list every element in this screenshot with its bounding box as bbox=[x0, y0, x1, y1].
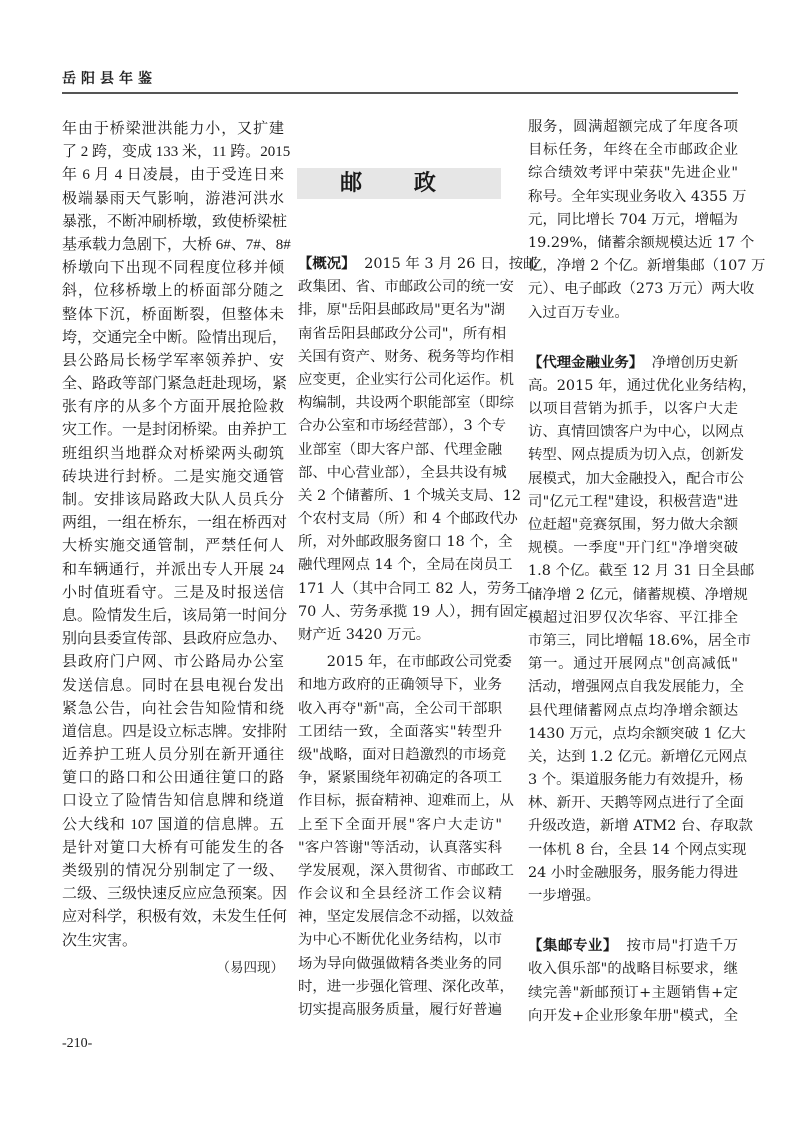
text-line: 县公路局长杨学军率领养护、安 bbox=[62, 352, 284, 369]
text-line: 县代理储蓄网点点均净增余额达 bbox=[528, 702, 738, 719]
text-line: 级"战略，面对日趋激烈的市场竞 bbox=[298, 746, 507, 763]
text-line: 收入俱乐部"的战略目标要求，继 bbox=[528, 961, 738, 978]
text-line: 班组织当地群众对桥梁两头砌筑 bbox=[62, 445, 284, 462]
left-column bbox=[62, 118, 291, 957]
text-line: 切实提高服务质量，履行好普遍 bbox=[298, 1002, 502, 1018]
text-line: 业部室（即大客户部、代理金融 bbox=[298, 441, 502, 458]
text-line: 张有序的从多个方面开展抢险救 bbox=[62, 399, 284, 416]
text-line: 升级改造，新增 ATM2 台、存取款 bbox=[528, 818, 753, 835]
text-line: 一步增强。 bbox=[528, 888, 600, 904]
header-divider bbox=[62, 92, 738, 94]
text-line: 类级别的情况分别制定了一级、 bbox=[62, 863, 284, 879]
text-line: 171 人（其中合同工 82 人，劳务工 bbox=[298, 580, 531, 597]
text-line: 道信息。四是设立标志牌。安排附 bbox=[62, 723, 288, 740]
paragraph bbox=[298, 253, 538, 647]
text-line: 林、新开、天鹅等网点进行了全面 bbox=[528, 795, 744, 812]
text-line: 活动，增强网点自我发展能力，全 bbox=[528, 679, 744, 696]
paragraph bbox=[528, 352, 757, 909]
text-line: 和地方政府的正确领导下，业务 bbox=[298, 677, 502, 694]
text-line: 和车辆通行，并派出专人开展 24 bbox=[62, 561, 284, 578]
text-line: 第一。通过开展网点"创高减低" bbox=[528, 656, 738, 673]
middle-column bbox=[298, 253, 538, 1026]
text-line: 储净增 2 亿元，储蓄规模、净增规 bbox=[528, 586, 748, 603]
text-line: 合办公室和市场经营部），3 个专 bbox=[298, 418, 506, 435]
running-head-title: 岳阳县年鉴 bbox=[62, 71, 157, 87]
text-line: 时，进一步强化管理、深化改革， bbox=[298, 978, 514, 995]
text-line: 桥墩向下出现不同程度位移并倾 bbox=[62, 260, 284, 277]
text-line: 垮，交通完全中断。险情出现后， bbox=[62, 329, 288, 346]
text-line: 关 2 个储蓄所、1 个城关支局、12 bbox=[298, 487, 522, 504]
text-line: 称号。全年实现业务收入 4355 万 bbox=[528, 188, 747, 205]
text-line: 关国有资产、财务、税务等均作相 bbox=[298, 348, 514, 365]
text-line: 展模式，加大金融投入，配合市公 bbox=[528, 470, 744, 487]
text-line: 19.29%，储蓄余额规模达近 17 个 bbox=[528, 234, 755, 251]
text-line: 了 2 跨，变成 133 米，11 跨。2015 bbox=[62, 144, 291, 161]
text-line: 个农村支局（所）和 4 个邮政代办 bbox=[298, 511, 518, 528]
text-line: 一体机 8 台，全县 14 个网点实现 bbox=[528, 841, 747, 858]
text-line: 制。安排该局路政大队人员兵分 bbox=[62, 492, 284, 508]
text-line: 极端暴雨天气影响，游港河洪水 bbox=[62, 190, 284, 207]
text-line: 县政府门户网、市公路局办公室 bbox=[62, 654, 284, 671]
text-line: 服务，圆满超额完成了年度各项 bbox=[528, 119, 738, 135]
text-line: 规模。一季度"开门红"净增突破 bbox=[528, 540, 738, 557]
text-line: 市第三，同比增幅 18.6%，居全市 bbox=[528, 632, 751, 649]
text-line: 高。2015 年，通过优化业务结构， bbox=[528, 377, 757, 394]
page-number: -210- bbox=[62, 1036, 93, 1051]
text-line: 1430 万元，点均余额突破 1 亿大 bbox=[528, 725, 746, 742]
text-line: 两组，一组在桥东，一组在桥西对 bbox=[62, 515, 288, 532]
paragraph-heading: 【集邮专业】 bbox=[528, 938, 618, 955]
paragraph-heading: 【代理金融业务】 bbox=[528, 354, 644, 371]
text-line bbox=[298, 253, 538, 276]
paragraph bbox=[528, 935, 738, 1028]
text-line: 学发展观，深入贯彻省、市邮政工 bbox=[298, 862, 514, 879]
text-line: 亿，净增 2 个亿。新增集邮（107 万 bbox=[528, 258, 766, 275]
text-line: 24 小时金融服务，服务能力得进 bbox=[528, 864, 738, 881]
text-line: 作会议和全县经济工作会议精 bbox=[298, 886, 502, 903]
line-text: 按市局"打造千万 bbox=[626, 938, 738, 955]
line-text: 净增创历史新 bbox=[651, 354, 739, 371]
text-line: 暴涨，不断冲刷桥墩，致使桥梁桩 bbox=[62, 213, 288, 230]
text-line: 70 人、劳务承揽 19 人），拥有固定 bbox=[298, 603, 529, 620]
text-line: 作目标，振奋精神、迎难而上，从 bbox=[298, 793, 514, 810]
text-line: 1.8 个亿。截至 12 月 31 日全县邮 bbox=[528, 563, 755, 580]
text-line: 神，坚定发展信念不动摇，以效益 bbox=[298, 909, 514, 926]
text-line: 年由于桥梁泄洪能力小，又扩建 bbox=[62, 121, 284, 137]
text-line: 砖块进行封桥。二是实施交通管 bbox=[62, 468, 284, 485]
author-attribution: （易四现） bbox=[216, 960, 284, 976]
text-line: 元，同比增长 704 万元，增幅为 bbox=[528, 211, 738, 228]
text-line: 全、路政等部门紧急赶赴现场，紧 bbox=[62, 376, 288, 393]
text-line: 次生灾害。 bbox=[62, 932, 138, 949]
text-line: 口设立了险情告知信息牌和绕道 bbox=[62, 793, 284, 810]
text-line: "客户答谢"等活动，认真落实科 bbox=[298, 839, 502, 856]
text-line: 入过百万专业。 bbox=[528, 304, 629, 321]
text-line: 续完善"新邮预订+主题销售+定 bbox=[528, 984, 738, 1001]
text-line: 别向县委宣传部、县政府应急办、 bbox=[62, 631, 288, 648]
text-line: 融代理网点 14 个，全局在岗员工 bbox=[298, 557, 513, 574]
text-line: 斜，位移桥墩上的桥面部分随之 bbox=[62, 283, 284, 300]
section-title: 邮 政 bbox=[297, 168, 501, 199]
text-line: 年 6 月 4 日凌晨，由于受连日来 bbox=[62, 167, 284, 184]
text-line: 南省岳阳县邮政分公司"，所有相 bbox=[298, 325, 507, 342]
text-line: 紧急公告，向社会告知险情和绕 bbox=[62, 700, 284, 717]
text-line: 财产近 3420 万元。 bbox=[298, 627, 431, 643]
text-line: 近养护工班人员分别在新开通往 bbox=[62, 747, 284, 764]
text-line: 公大线和 107 国道的信息牌。五 bbox=[62, 816, 284, 833]
text-line: 是针对筻口大桥有可能发生的各 bbox=[62, 839, 284, 856]
right-column bbox=[528, 116, 766, 1055]
text-line: 应变更，企业实行公司化运作。机 bbox=[298, 371, 514, 388]
text-line: 争，紧紧围绕年初确定的各项工 bbox=[298, 770, 502, 787]
text-line: 关，达到 1.2 亿元。新增亿元网点 bbox=[528, 748, 748, 765]
text-line: 以项目营销为抓手，以客户大走 bbox=[528, 401, 738, 418]
text-line: 大桥实施交通管制，严禁任何人 bbox=[62, 538, 284, 555]
text-line: 转型、网点提质为切入点，创新发 bbox=[528, 447, 744, 464]
text-line: 筻口的路口和公田通往筻口的路 bbox=[62, 770, 284, 787]
paragraph-heading: 【概况】 bbox=[298, 256, 356, 272]
text-line: 小时值班看守。三是及时报送信 bbox=[62, 584, 284, 601]
text-line: 位赶超"竞赛氛围，努力做大余额 bbox=[528, 517, 738, 533]
text-line: 政集团、省、市邮政公司的统一安 bbox=[298, 279, 514, 296]
text-line: 场为导向做强做精各类业务的同 bbox=[298, 955, 502, 972]
text-line: 二级、三级快速反应应急预案。因 bbox=[62, 886, 288, 903]
paragraph bbox=[528, 116, 766, 325]
text-line: 2015 年，在市邮政公司党委 bbox=[326, 654, 512, 671]
text-line: 上至下全面开展"客户大走访" bbox=[298, 816, 502, 833]
text-line: 排，原"岳阳县邮政局"更名为"湖 bbox=[298, 302, 505, 319]
line-text: 2015 年 3 月 26 日，按邮 bbox=[364, 256, 538, 272]
text-line: 息。险情发生后，该局第一时间分 bbox=[62, 607, 288, 624]
text-line: 发送信息。同时在县电视台发出 bbox=[62, 677, 284, 694]
text-line: 综合绩效考评中荣获"先进企业" bbox=[528, 165, 738, 182]
text-line: 工团结一致，全面落实"转型升 bbox=[298, 723, 502, 740]
text-line: 向开发+企业形象年册"模式，全 bbox=[528, 1007, 738, 1024]
text-line: 模超过汨罗仅次华容、平江排全 bbox=[528, 609, 738, 626]
text-line: 所，对外邮政服务窗口 18 个，全 bbox=[298, 534, 513, 551]
text-line bbox=[528, 352, 738, 375]
text-line: 部、中心营业部），全县共设有城 bbox=[298, 464, 507, 481]
text-line: 3 个。渠道服务能力有效提升，杨 bbox=[528, 772, 744, 789]
text-line: 司"亿元工程"建设，积极营造"进 bbox=[528, 493, 738, 510]
paragraph bbox=[298, 651, 514, 1022]
text-line: 元）、电子邮政（273 万元）两大收 bbox=[528, 281, 755, 298]
text-line bbox=[528, 935, 738, 958]
text-line: 目标任务，年终在全市邮政企业 bbox=[528, 142, 738, 159]
paragraph bbox=[62, 118, 291, 953]
text-line: 构编制，共设两个职能部室（即综 bbox=[298, 395, 514, 412]
text-line: 为中心不断优化业务结构，以市 bbox=[298, 932, 502, 949]
text-line: 整体下沉，桥面断裂，但整体未 bbox=[62, 306, 284, 323]
text-line: 访、真情回馈客户为中心，以网点 bbox=[528, 424, 744, 441]
text-line: 基承载力急剧下，大桥 6#、7#、8# bbox=[62, 236, 291, 253]
text-line: 应对科学，积极有效，未发生任何 bbox=[62, 909, 288, 926]
text-line: 收入再夺"新"高，全公司干部职 bbox=[298, 700, 502, 717]
text-line: 灾工作。一是封闭桥梁。由养护工 bbox=[62, 422, 288, 439]
